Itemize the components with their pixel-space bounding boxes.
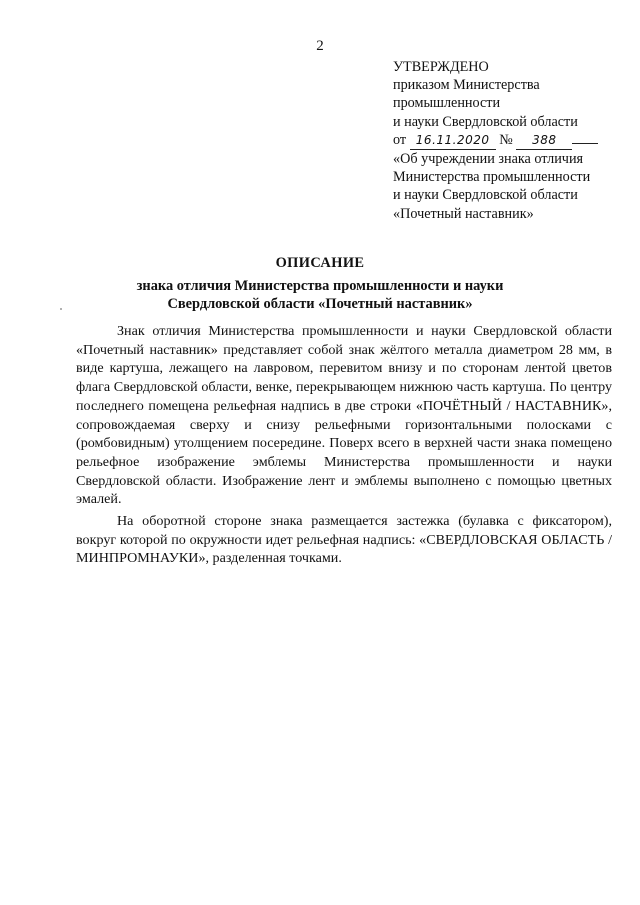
approval-line: приказом Министерства bbox=[393, 77, 540, 94]
approval-date-line bbox=[393, 131, 633, 150]
description-body bbox=[76, 322, 612, 568]
order-title-line: «Почетный наставник» bbox=[393, 205, 534, 222]
order-title-line: и науки Свердловской области bbox=[393, 187, 578, 204]
approval-line: и науки Свердловской области bbox=[393, 113, 578, 130]
date-prefix: от bbox=[393, 131, 407, 148]
order-title-line: Министерства промышленности bbox=[393, 169, 591, 186]
approval-title: УТВЕРЖДЕНО bbox=[393, 59, 489, 75]
underline-tail bbox=[572, 143, 598, 144]
approval-stamp-block bbox=[393, 58, 633, 223]
heading-title: ОПИСАНИЕ bbox=[275, 255, 365, 271]
handwritten-date: 16.11.2020 bbox=[410, 131, 496, 150]
description-paragraph: На оборотной стороне знака размещается застежка (булавка с фиксатором), вокруг которой по окружности идет рельефная надпись: «СВЕРДЛОВСКАЯ ОБЛАСТЬ / МИНПРОМНАУКИ», разделенная точками. bbox=[76, 513, 612, 567]
number-sign: № bbox=[499, 131, 513, 148]
description-paragraph: Знак отличия Министерства промышленности и науки Свердловской области «Почетный наставник» представляет собой знак жёлтого металла диаметром 28 мм, в виде картуша, лежащего на лавровом, перевитом внизу и по сторонам лентой цветов флага Свердловской области, венке, перекрывающем нижнюю часть картуша. По центру последнего помещена рельефная надпись в две строки «ПОЧЁТНЫЙ / НАСТАВНИК», сопровождаемая сверху и снизу рельефными горизонтальными полосками с (ромбовидным) утолщением посередине. Поверх всего в верхней части знака помещено рельефное изображение эмблемы Министерства промышленности и науки Свердловской области. Изображение лент и эмблемы выполнено с помощью цветных эмалей. bbox=[76, 323, 612, 508]
document-heading bbox=[0, 254, 640, 314]
handwritten-number: 388 bbox=[516, 131, 572, 150]
approval-line: промышленности bbox=[393, 95, 501, 112]
heading-subtitle-line: знака отличия Министерства промышленности и науки bbox=[136, 277, 504, 294]
page-number: 2 bbox=[316, 38, 324, 54]
heading-subtitle-line: Свердловской области «Почетный наставник» bbox=[167, 296, 473, 312]
order-title-line: «Об учреждении знака отличия bbox=[393, 151, 584, 168]
